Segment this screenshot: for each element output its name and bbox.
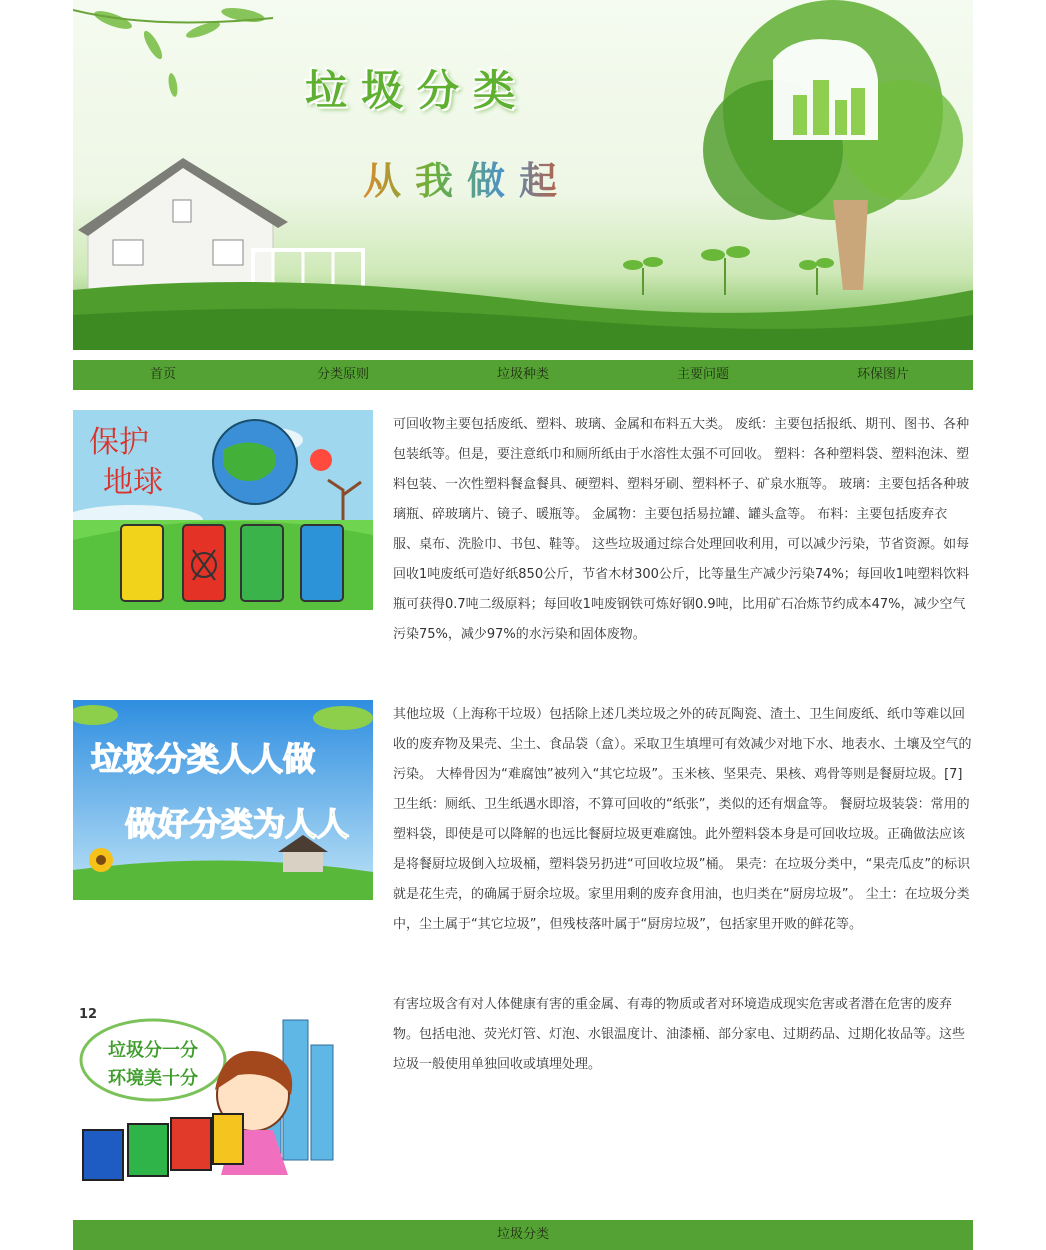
nav-item-problems[interactable]: 主要问题 (676, 367, 729, 382)
bubble-line-1: 垃圾分一分 (108, 1040, 198, 1061)
banner-title: 垃圾分类 (305, 66, 530, 115)
slogan-line-2: 做好分类为人人 (125, 805, 350, 843)
article-text: 其他垃圾（上海称干垃圾）包括除上述几类垃圾之外的砖瓦陶瓷、渣土、卫生间废纸、纸巾等难以回收的废弃物及果壳、尘土、食品袋（盒）。采取卫生填埋可有效减少对地下水、地表水、土壤及空气的污染。 大棒骨因为“难腐蚀”被列入“其它垃圾”。玉米核、坚果壳、果核、鸡骨等则是餐厨垃圾。[7] 卫生纸：厕纸、卫生纸遇水即溶，不算可回收的“纸张”，类似的还有烟盒等。 餐厨垃圾装袋：常用的塑料袋，即使是可以降解的也远比餐厨垃圾更难腐蚀。此外塑料袋本身是可回收垃圾。正确做法应该是将餐厨垃圾倒入垃圾桶，塑料袋另扔进“可回收垃圾”桶。 果壳：在垃圾分类中，“果壳瓜皮”的标识就是花生壳，的确属于厨余垃圾。家里用剩的废弃食用油，也归类在“厨房垃圾”。 尘土：在垃圾分类中，尘土属于“其它垃圾”，但残枝落叶属于“厨房垃圾”，包括家里开败的鲜花等。 (393, 707, 972, 932)
slogan-image (73, 700, 373, 900)
nav-item-photos[interactable]: 环保图片 (856, 367, 909, 382)
protect-earth-image (73, 410, 373, 610)
nav-item-principles[interactable]: 分类原则 (316, 367, 369, 382)
bubble-line-2: 环境美十分 (108, 1068, 198, 1089)
article-text: 有害垃圾含有对人体健康有害的重金属、有毒的物质或者对环境造成现实危害或者潜在危害的废弃物。包括电池、荧光灯管、灯泡、水银温度计、油漆桶、部分家电、过期药品、过期化妆品等。这些垃圾一般使用单独回收或填埋处理。 (393, 997, 966, 1072)
article-text: 可回收物主要包括废纸、塑料、玻璃、金属和布料五大类。 废纸：主要包括报纸、期刊、图书、各种包装纸等。但是，要注意纸巾和厕所纸由于水溶性太强不可回收。 塑料：各种塑料袋、塑料泡沫、塑料包装、一次性塑料餐盒餐具、硬塑料、塑料牙刷、塑料杯子、矿泉水瓶等。 玻璃：主要包括各种玻璃瓶、碎玻璃片、镜子、暖瓶等。 金属物：主要包括易拉罐、罐头盒等。 布料：主要包括废弃衣服、桌布、洗脸巾、书包、鞋等。 这些垃圾通过综合处理回收利用，可以减少污染，节省资源。如每回收1吨废纸可造好纸850公斤，节省木材300公斤，比等量生产减少污染74%；每回收1吨塑料饮料瓶可获得0.7吨二级原料；每回收1吨废钢铁可炼好钢0.9吨，比用矿石冶炼节约成本47%，减少空气污染75%，减少97%的水污染和固体废物。 (393, 417, 970, 642)
nav-item-home[interactable]: 首页 (149, 367, 176, 382)
protect-earth-title-2: 地球 (103, 465, 163, 500)
slogan-line-1: 垃圾分类人人做 (91, 740, 316, 778)
header-banner (73, 0, 973, 350)
protect-earth-title-1: 保护 (89, 425, 149, 460)
nav-item-types[interactable]: 垃圾种类 (496, 367, 549, 382)
page-number: 12 (79, 1007, 98, 1022)
cartoon-girl-image (73, 990, 373, 1190)
banner-subtitle: 从我做起 (363, 150, 571, 205)
footer-bar: 垃圾分类 (73, 1220, 973, 1250)
main-nav (73, 360, 973, 390)
